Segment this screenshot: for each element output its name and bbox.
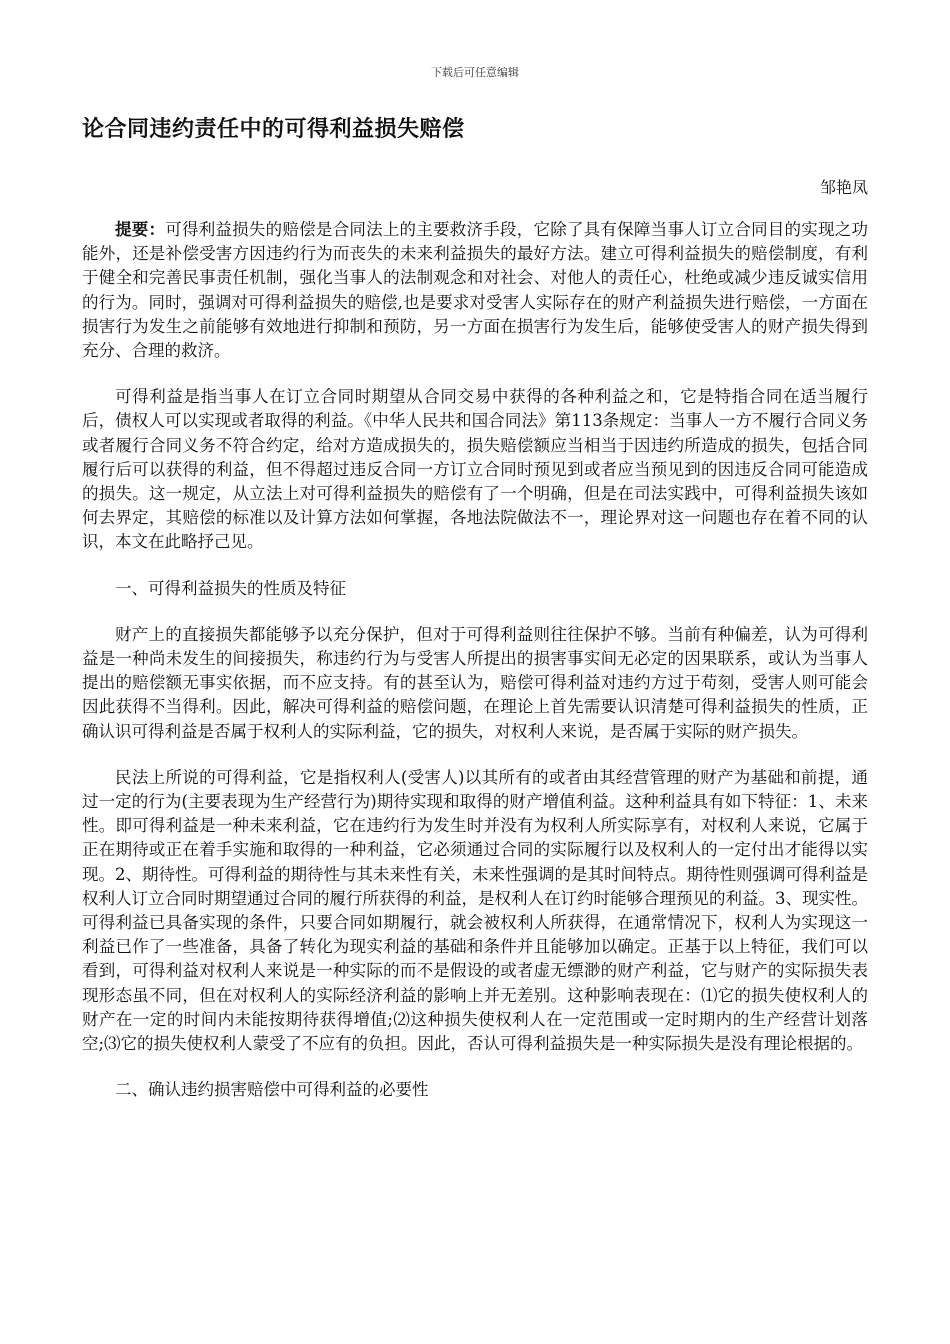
abstract-paragraph: [82, 218, 868, 363]
body-paragraph: 财产上的直接损失都能够予以充分保护，但对于可得利益则往往保护不够。当前有种偏差，认为可得利益是一种尚未发生的间接损失，称违约行为与受害人所提出的损害事实间无必定的因果联系，或认为当事人提出的赔偿额无事实依据，而不应支持。有的甚至认为，赔偿可得利益对违约方过于苟刻，受害人则可能会因此获得不当得利。因此，解决可得利益的赔偿问题，在理论上首先需要认识清楚可得利益损失的性质，正确认识可得利益是否属于权利人的实际利益，它的损失，对权利人来说，是否属于实际的财产损失。: [82, 624, 868, 741]
section-heading-2: 二、确认违约损害赔偿中可得利益的必要性: [115, 1080, 429, 1100]
page-title: 论合同违约责任中的可得利益损失赔偿: [82, 117, 465, 142]
abstract-text: 可得利益损失的赔偿是合同法上的主要救济手段，它除了具有保障当事人订立合同目的实现之功能外，还是补偿受害方因违约行为而丧失的未来利益损失的最好方法。建立可得利益损失的赔偿制度，有利于健全和完善民事责任机制，强化当事人的法制观念和对社会、对他人的责任心，杜绝或减少违反诚实信用的行为。同时，强调对可得利益损失的赔偿,也是要求对受害人实际存在的财产利益损失进行赔偿，一方面在损害行为发生之前能够有效地进行抑制和预防，另一方面在损害行为发生后，能够使受害人的财产损失得到充分、合理的救济。: [82, 220, 869, 361]
document-body: [82, 218, 868, 1125]
author-name: 邹艳凤: [819, 178, 868, 197]
abstract-label: 提要：: [115, 220, 166, 239]
section-heading-1: 一、可得利益损失的性质及特征: [115, 578, 346, 598]
body-paragraph: 可得利益是指当事人在订立合同时期望从合同交易中获得的各种利益之和，它是特指合同在适当履行后，债权人可以实现或者取得的利益。《中华人民共和国合同法》第113条规定：当事人一方不履行合同义务或者履行合同义务不符合约定，给对方造成损失的，损失赔偿额应当相当于因违约所造成的损失，包括合同履行后可以获得的利益，但不得超过违反合同一方订立合同时预见到或者应当预见到的因违反合同可能造成的损失。这一规定，从立法上对可得利益损失的赔偿有了一个明确，但是在司法实践中，可得利益损失该如何去界定，其赔偿的标准以及计算方法如何掌握，各地法院做法不一，理论界对这一问题也存在着不同的认识，本文在此略抒己见。: [82, 387, 868, 552]
header-note: 下载后可任意编辑: [431, 66, 519, 79]
body-paragraph: 民法上所说的可得利益，它是指权利人(受害人)以其所有的或者由其经营管理的财产为基础和前提，通过一定的行为(主要表现为生产经营行为)期待实现和取得的财产增值利益。这种利益具有如下特征：1、未来性。即可得利益是一种未来利益，它在违约行为发生时并没有为权利人所实际享有，对权利人来说，它属于正在期待或正在着手实施和取得的一种利益，它必须通过合同的实际履行以及权利人的一定付出才能得以实现。2、期待性。可得利益的期待性与其未来性有关，未来性强调的是其时间特点。期待性则强调可得利益是权利人订立合同时期望通过合同的履行所获得的利益，是权利人在订约时能够合理预见的利益。3、现实性。可得利益已具备实现的条件，只要合同如期履行，就会被权利人所获得，在通常情况下，权利人为实现这一利益已作了一些准备，具备了转化为现实利益的基础和条件并且能够加以确定。正基于以上特征，我们可以看到，可得利益对权利人来说是一种实际的而不是假设的或者虚无缥渺的财产利益，它与财产的实际损失表现形态虽不同，但在对权利人的实际经济利益的影响上并无差别。这种影响表现在：⑴它的损失使权利人的财产在一定的时间内未能按期待获得增值;⑵这种损失使权利人在一定范围或一定时期内的生产经营计划落空;⑶它的损失使权利人蒙受了不应有的负担。因此，否认可得利益损失是一种实际损失是没有理论根据的。: [82, 767, 868, 1054]
